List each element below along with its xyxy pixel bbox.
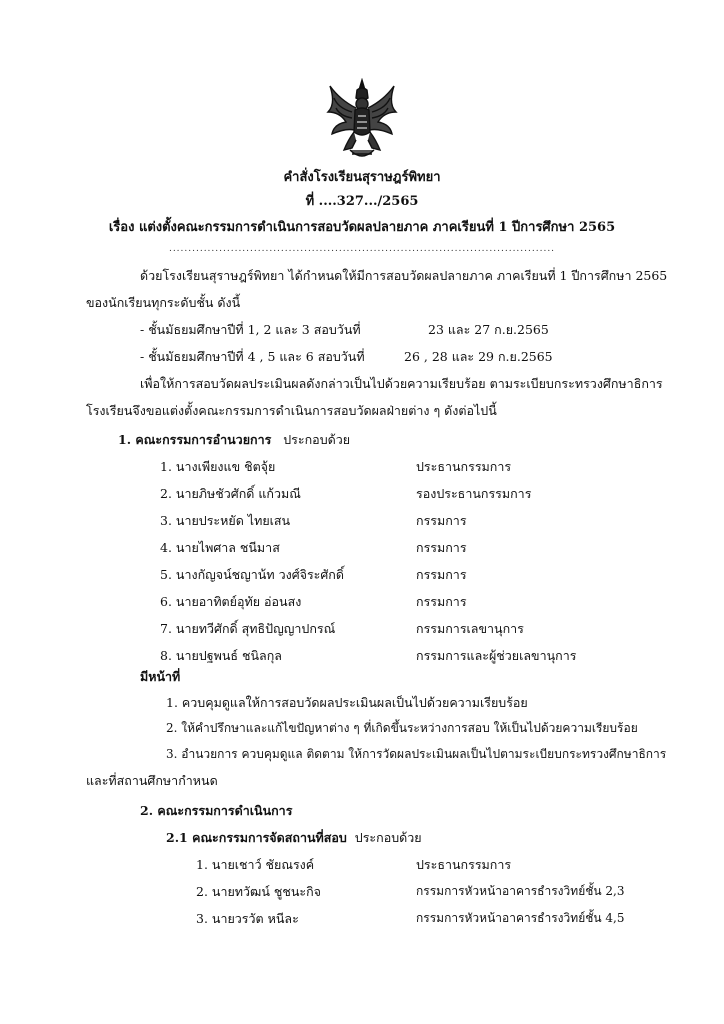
member-role: รองประธานกรรมการ [416,486,532,501]
purpose-line-1: เพื่อให้การสอบวัดผลประเมินผลดังกล่าวเป็นไปด้วยความเรียบร้อย ตามระเบียบกระทรวงศึกษาธิการ [140,376,663,391]
committee-2-heading: 2. คณะกรรมการดำเนินการ [140,803,293,818]
intro-line-2: ของนักเรียนทุกระดับชั้น ดังนี้ [86,295,241,310]
member-name: 1. นายเชาว์ ชัยณรงค์ [196,857,315,872]
member-name: 8. นายปฐพนธ์ ชนิลกุล [160,648,282,663]
schedule-dates-2: 26 , 28 และ 29 ก.ย.2565 [404,349,553,364]
schedule-dates-1: 23 และ 27 ก.ย.2565 [428,322,549,337]
garuda-emblem-icon [322,78,402,162]
duties-heading: มีหน้าที่ [140,669,181,684]
member-role: กรรมการหัวหน้าอาคารธำรงวิทย์ชั้น 2,3 [416,884,625,898]
schedule-label-1: - ชั้นมัธยมศึกษาปีที่ 1, 2 และ 3 สอบวันที่ [140,322,361,337]
member-name: 3. นายประหยัด ไทยเสน [160,513,291,528]
member-name: 2. นายทวัฒน์ ชูชนะกิจ [196,884,321,899]
purpose-line-2: โรงเรียนจึงขอแต่งตั้งคณะกรรมการดำเนินการสอบวัดผลฝ่ายต่าง ๆ ดังต่อไปนี้ [86,403,497,418]
schedule-label-2: - ชั้นมัธยมศึกษาปีที่ 4 , 5 และ 6 สอบวันที่ [140,349,365,364]
committee-1-heading: 1. คณะกรรมการอำนวยการ [118,432,272,447]
committee-1-heading-suffix: ประกอบด้วย [283,432,351,447]
member-role: กรรมการ [416,567,467,582]
committee-2-1-heading: 2.1 คณะกรรมการจัดสถานที่สอบ [166,830,347,845]
member-role: กรรมการเลขานุการ [416,621,524,636]
member-role: ประธานกรรมการ [416,459,512,474]
member-name: 5. นางกัญจน์ชญาน้ท วงศ์จิระศักดิ์ [160,567,344,582]
member-role: กรรมการ [416,513,467,528]
committee-2-1-heading-suffix: ประกอบด้วย [354,830,422,845]
member-name: 7. นายทวีศักดิ์ สุทธิปัญญาปกรณ์ [160,621,336,636]
member-name: 2. นายภิษชัวศักดิ์ แก้วมณี [160,486,301,501]
duty-item-continued: และที่สถานศึกษากำหนด [86,773,218,788]
order-number: ที่ ....327.../2565 [305,194,419,209]
member-role: กรรมการ [416,594,467,609]
member-name: 6. นายอาทิตย์อุทัย อ่อนสง [160,594,302,609]
order-title: คำสั่งโรงเรียนสุราษฎร์พิทยา [283,170,441,185]
committee-1-heading-row [118,430,350,450]
member-name: 3. นายวรวัต หนีละ [196,911,299,926]
duty-item: 3. อำนวยการ ควบคุมดูแล ติดตาม ให้การวัดผลประเมินผลเป็นไปตามระเบียบกระทรวงศึกษาธิการ [166,747,667,761]
member-role: กรรมการ [416,540,467,555]
separator-line: .................................................................................................... [168,244,556,254]
member-role: กรรมการหัวหน้าอาคารธำรงวิทย์ชั้น 4,5 [416,911,625,925]
intro-line-1: ด้วยโรงเรียนสุราษฎร์พิทยา ได้กำหนดให้มีการสอบวัดผลปลายภาค ภาคเรียนที่ 1 ปีการศึกษา 2565 [140,268,668,283]
duty-item: 1. ควบคุมดูแลให้การสอบวัดผลประเมินผลเป็นไปด้วยความเรียบร้อย [166,695,528,710]
member-name: 4. นายไพศาล ชนีมาส [160,540,280,555]
member-name: 1. นางเพียงแข ชิตจุ้ย [160,459,276,474]
member-role: ประธานกรรมการ [416,857,512,872]
order-subject: เรื่อง แต่งตั้งคณะกรรมการดำเนินการสอบวัดผลปลายภาค ภาคเรียนที่ 1 ปีการศึกษา 2565 [108,220,616,235]
duty-item: 2. ให้คำปรึกษาและแก้ไขปัญหาต่าง ๆ ที่เกิดขึ้นระหว่างการสอบ ให้เป็นไปด้วยความเรียบร้อย [166,721,638,735]
committee-2-1-heading-row [166,828,422,848]
member-role: กรรมการและผู้ช่วยเลขานุการ [416,648,577,663]
